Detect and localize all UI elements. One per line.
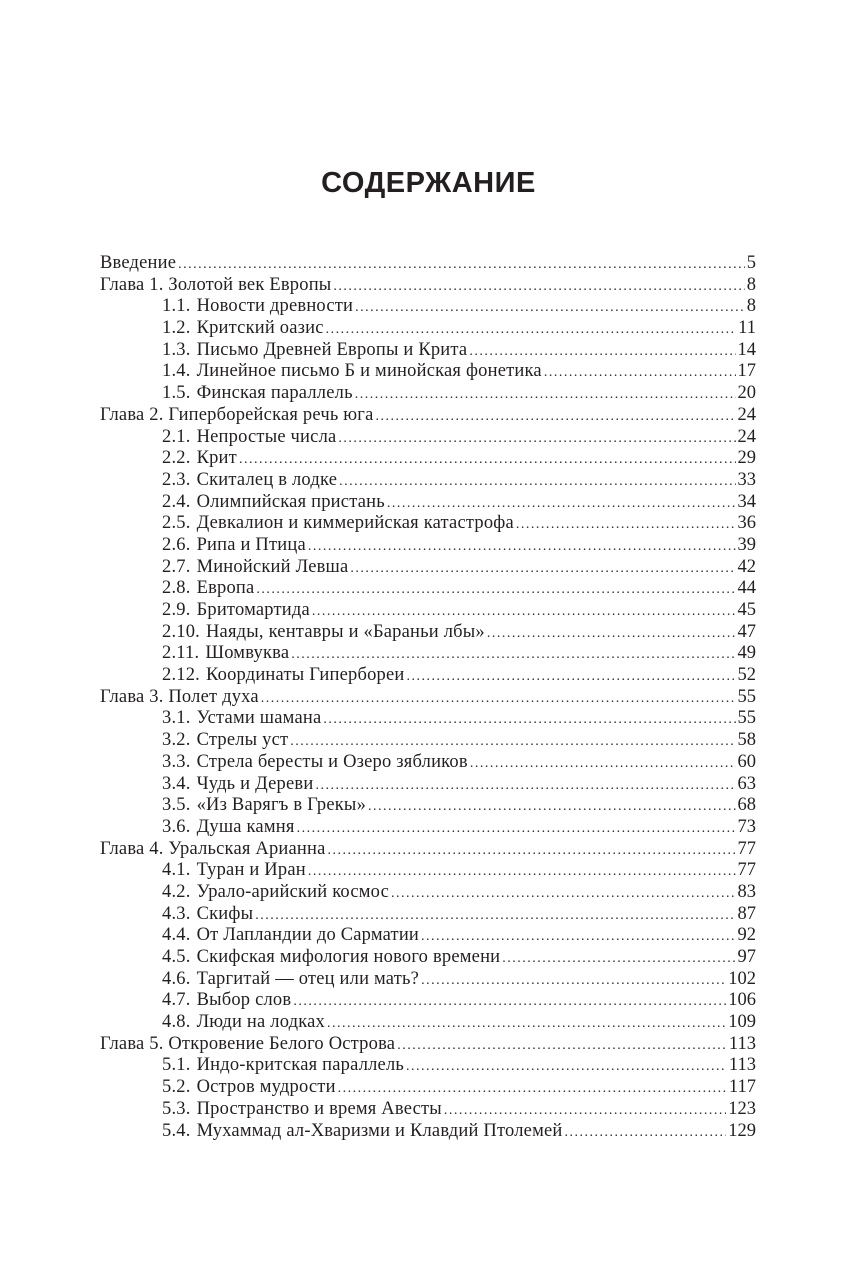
dot-leader (297, 818, 736, 840)
toc-entry-title (162, 600, 310, 622)
toc-page-number: 49 (737, 643, 756, 664)
toc-entry-text: Девкалион и киммерийская катастрофа (196, 513, 514, 534)
toc-page-number: 20 (737, 383, 756, 404)
toc-page-number: 106 (728, 990, 756, 1011)
toc-page-number: 68 (737, 795, 756, 816)
toc-entry-title (162, 578, 254, 600)
toc-entry-title (162, 904, 253, 926)
toc-entry-title (162, 665, 405, 687)
toc-entry-text: Остров мудрости (196, 1077, 336, 1098)
dot-leader (261, 688, 736, 710)
toc-entry-title (162, 795, 366, 817)
dot-leader (290, 731, 735, 753)
toc-entry-title (162, 513, 514, 535)
toc-entry-title (162, 622, 485, 644)
toc-section-entry (100, 340, 756, 362)
toc-section-entry (100, 860, 756, 882)
toc-page-number: 87 (737, 903, 756, 924)
toc-section-entry (100, 361, 756, 383)
dot-leader (406, 1056, 727, 1078)
toc-section-entry (100, 1121, 756, 1143)
toc-entry-text: От Лапландии до Сарматии (196, 925, 420, 946)
table-of-contents (100, 253, 756, 1142)
toc-entry-title (162, 492, 385, 514)
toc-page-number: 17 (737, 361, 756, 382)
toc-entry-text: Глава 2. Гиперборейская речь юга (100, 404, 374, 425)
toc-section-entry (100, 752, 756, 774)
toc-section-entry (100, 557, 756, 579)
toc-page-number: 58 (737, 730, 756, 751)
toc-page-number: 14 (737, 339, 756, 360)
toc-section-entry (100, 513, 756, 535)
toc-page-number: 129 (728, 1120, 756, 1141)
toc-entry-number: 4.6. (162, 968, 191, 989)
toc-entry-text: Шомвуква (205, 643, 290, 664)
toc-page-number: 92 (737, 925, 756, 946)
toc-page-number: 77 (737, 860, 756, 881)
toc-section-entry (100, 427, 756, 449)
toc-entry-text: Координаты Гипербореи (206, 665, 405, 686)
toc-entry-number: 4.7. (162, 990, 191, 1011)
toc-entry-title (100, 1034, 395, 1056)
toc-page-number: 77 (737, 838, 756, 859)
dot-leader (544, 362, 736, 384)
toc-section-entry (100, 817, 756, 839)
dot-leader (350, 558, 735, 580)
toc-entry-title (162, 1121, 563, 1143)
dot-leader (368, 796, 735, 818)
toc-entry-number: 2.3. (162, 469, 191, 490)
toc-entry-title (162, 860, 306, 882)
toc-entry-text: Туран и Иран (196, 860, 306, 881)
dot-leader (178, 254, 745, 276)
toc-entry-text: Устами шамана (196, 708, 322, 729)
toc-entry-title (162, 557, 348, 579)
toc-entry-title (162, 643, 289, 665)
toc-entry-text: Глава 4. Уральская Арианна (100, 838, 326, 859)
toc-entry-title (162, 296, 353, 318)
toc-entry-number: 2.9. (162, 600, 191, 620)
dot-leader (421, 926, 735, 948)
toc-section-entry (100, 492, 756, 514)
toc-entry-text: Европа (196, 578, 255, 599)
dot-leader (387, 493, 736, 515)
dot-leader (469, 341, 735, 363)
toc-entry-title (100, 405, 374, 427)
toc-page-number: 45 (737, 600, 756, 620)
toc-entry-number: 2.7. (162, 556, 191, 577)
toc-entry-title (162, 817, 295, 839)
toc-entry-number: 5.3. (162, 1098, 191, 1119)
dot-leader (516, 514, 736, 536)
toc-section-entry (100, 730, 756, 752)
dot-leader (326, 319, 737, 341)
toc-entry-title (162, 427, 336, 449)
toc-section-entry (100, 470, 756, 492)
toc-section-entry (100, 600, 756, 622)
toc-page-number: 113 (728, 1033, 756, 1054)
toc-section-entry (100, 904, 756, 926)
toc-entry-number: 3.3. (162, 751, 191, 772)
toc-page-number: 44 (737, 578, 756, 599)
toc-entry-text: «Из Варягъ в Грекы» (196, 795, 367, 816)
dot-leader (391, 883, 736, 905)
toc-section-entry (100, 882, 756, 904)
toc-entry-number: 3.6. (162, 816, 191, 837)
toc-section-entry (100, 947, 756, 969)
toc-entry-number: 2.11. (162, 643, 200, 664)
toc-page-number: 24 (737, 404, 756, 425)
toc-entry-title (162, 448, 237, 470)
toc-entry-number: 2.1. (162, 426, 191, 447)
toc-entry-number: 5.2. (162, 1077, 191, 1098)
dot-leader (239, 449, 736, 471)
toc-entry-title (162, 1099, 442, 1121)
toc-entry-text: Бритомартида (196, 600, 310, 620)
toc-page-number: 55 (737, 708, 756, 729)
toc-entry-number: 2.8. (162, 578, 191, 599)
toc-page-number: 83 (737, 881, 756, 902)
toc-entry-number: 1.3. (162, 339, 191, 360)
toc-entry-number: 4.4. (162, 925, 191, 946)
toc-entry-text: Наяды, кентавры и «Бараньи лбы» (206, 621, 485, 642)
toc-entry-text: Рипа и Птица (196, 534, 306, 555)
toc-entry-text: Стрела бересты и Озеро зябликов (196, 751, 468, 772)
dot-leader (308, 536, 736, 558)
dot-leader (256, 579, 735, 601)
toc-entry-number: 2.2. (162, 448, 191, 469)
dot-leader (470, 753, 736, 775)
toc-entry-text: Олимпийская пристань (196, 491, 385, 512)
toc-entry-number: 2.4. (162, 491, 191, 512)
dot-leader (355, 297, 745, 319)
toc-entry-text: Урало-арийский космос (196, 881, 389, 902)
toc-entry-text: Финская параллель (196, 383, 353, 404)
toc-page-number: 8 (746, 274, 756, 295)
toc-chapter-entry (100, 275, 756, 297)
toc-entry-title (162, 990, 291, 1012)
toc-page-number: 73 (737, 816, 756, 837)
toc-entry-text: Стрелы уст (196, 730, 289, 751)
toc-page-number: 39 (737, 534, 756, 555)
toc-entry-title (162, 470, 337, 492)
toc-entry-text: Критский оазис (196, 318, 324, 339)
dot-leader (421, 970, 726, 992)
dot-leader (444, 1100, 726, 1122)
dot-leader (308, 861, 736, 883)
toc-chapter-entry (100, 687, 756, 709)
toc-entry-text: Скиталец в лодке (196, 469, 338, 490)
toc-section-entry (100, 383, 756, 405)
dot-leader (338, 428, 735, 450)
toc-entry-text: Глава 1. Золотой век Европы (100, 274, 332, 295)
toc-entry-title (100, 275, 331, 297)
dot-leader (333, 276, 744, 298)
toc-entry-text: Линейное письмо Б и минойская фонетика (196, 361, 542, 382)
toc-entry-title (162, 1055, 404, 1077)
dot-leader (291, 644, 735, 666)
toc-page-number: 11 (738, 318, 756, 339)
toc-section-entry (100, 708, 756, 730)
dot-leader (328, 840, 736, 862)
toc-section-entry (100, 1012, 756, 1034)
dot-leader (312, 601, 736, 623)
toc-entry-title (162, 1077, 336, 1099)
toc-section-entry (100, 795, 756, 817)
toc-entry-text: Скифская мифология нового времени (196, 947, 501, 967)
toc-page-number: 42 (737, 556, 756, 577)
toc-entry-text: Мухаммад ал-Хваризми и Клавдий Птолемей (196, 1120, 563, 1141)
toc-entry-number: 3.4. (162, 773, 191, 794)
toc-section-entry (100, 990, 756, 1012)
toc-entry-title (162, 969, 419, 991)
toc-entry-title (162, 925, 419, 947)
toc-entry-text: Введение (100, 253, 177, 273)
toc-page-number: 52 (737, 665, 756, 686)
toc-page-number: 63 (737, 773, 756, 794)
toc-entry-title (100, 253, 176, 275)
toc-page-number: 113 (728, 1055, 756, 1076)
toc-chapter-entry (100, 1034, 756, 1056)
toc-entry-text: Непростые числа (196, 426, 337, 447)
dot-leader (293, 991, 726, 1013)
page-title: СОДЕРЖАНИЕ (321, 167, 536, 200)
toc-entry-text: Глава 3. Полет духа (100, 686, 259, 707)
toc-section-entry (100, 969, 756, 991)
toc-entry-number: 1.2. (162, 318, 191, 339)
toc-page-number: 123 (728, 1098, 756, 1119)
toc-entry-title (100, 839, 326, 861)
toc-page-number: 109 (728, 1012, 756, 1033)
dot-leader (487, 623, 736, 645)
toc-section-entry (100, 622, 756, 644)
dot-leader (323, 709, 735, 731)
toc-entry-number: 2.6. (162, 534, 191, 555)
toc-section-entry (100, 774, 756, 796)
toc-entry-number: 2.10. (162, 621, 200, 642)
dot-leader (376, 406, 736, 428)
toc-entry-title (162, 340, 467, 362)
dot-leader (338, 1078, 727, 1100)
toc-entry-title (162, 318, 324, 340)
dot-leader (407, 666, 736, 688)
toc-page-number: 24 (737, 426, 756, 447)
toc-entry-title (162, 774, 313, 796)
toc-page-number: 47 (737, 621, 756, 642)
toc-entry-text: Минойский Левша (196, 556, 349, 577)
toc-section-entry (100, 925, 756, 947)
toc-section-entry (100, 318, 756, 340)
toc-entry-title (162, 535, 306, 557)
toc-entry-number: 1.5. (162, 383, 191, 404)
toc-page-number: 29 (737, 448, 756, 469)
toc-entry-title (162, 882, 389, 904)
dot-leader (255, 905, 735, 927)
toc-section-entry (100, 1055, 756, 1077)
toc-entry-text: Письмо Древней Европы и Крита (196, 339, 468, 360)
toc-entry-text: Глава 5. Откровение Белого Острова (100, 1033, 396, 1054)
toc-entry-title (162, 947, 500, 969)
toc-page-number: 60 (737, 751, 756, 772)
toc-page-number: 8 (746, 296, 756, 317)
toc-page-number: 5 (746, 253, 756, 273)
toc-entry-title (162, 708, 321, 730)
toc-entry-number: 1.1. (162, 296, 191, 317)
toc-entry-number: 2.12. (162, 665, 200, 686)
dot-leader (327, 1013, 726, 1035)
toc-entry-title (162, 361, 542, 383)
toc-entry-title (162, 730, 288, 752)
dot-leader (315, 775, 735, 797)
toc-entry-number: 1.4. (162, 361, 191, 382)
toc-section-entry (100, 448, 756, 470)
toc-entry-title (162, 752, 468, 774)
toc-entry-number: 3.2. (162, 730, 191, 751)
toc-entry-number: 5.1. (162, 1055, 191, 1076)
toc-section-entry (100, 296, 756, 318)
toc-entry-title (100, 687, 259, 709)
toc-page-number: 97 (737, 947, 756, 967)
toc-page-number: 34 (737, 491, 756, 512)
toc-entry-number: 3.1. (162, 708, 191, 729)
toc-entry-text: Люди на лодках (196, 1012, 325, 1033)
toc-entry-text: Душа камня (196, 816, 295, 837)
toc-page-number: 36 (737, 513, 756, 534)
dot-leader (502, 948, 735, 970)
toc-entry-text: Пространство и время Авесты (196, 1098, 442, 1119)
toc-section-entry (100, 535, 756, 557)
toc-chapter-entry (100, 405, 756, 427)
toc-entry-title (162, 1012, 325, 1034)
toc-entry-number: 4.3. (162, 903, 191, 924)
toc-entry-number: 4.2. (162, 881, 191, 902)
toc-entry-text: Выбор слов (196, 990, 292, 1011)
toc-page-number: 33 (737, 469, 756, 490)
toc-entry-number: 5.4. (162, 1120, 191, 1141)
toc-entry-text: Скифы (196, 903, 254, 924)
toc-entry-number: 4.5. (162, 947, 191, 967)
toc-section-entry (100, 643, 756, 665)
dot-leader (397, 1035, 727, 1057)
toc-entry-title (162, 383, 353, 405)
toc-section-entry (100, 665, 756, 687)
toc-section-entry (100, 1077, 756, 1099)
dot-leader (355, 384, 736, 406)
dot-leader (339, 471, 735, 493)
toc-chapter-entry (100, 839, 756, 861)
toc-page-number: 102 (728, 968, 756, 989)
toc-entry-text: Таргитай — отец или мать? (196, 968, 420, 989)
toc-entry-number: 3.5. (162, 795, 191, 816)
toc-entry-text: Новости древности (196, 296, 354, 317)
toc-section-entry (100, 1099, 756, 1121)
toc-entry-text: Крит (196, 448, 237, 469)
dot-leader (565, 1122, 727, 1144)
toc-section-entry (100, 578, 756, 600)
toc-entry-number: 2.5. (162, 513, 191, 534)
toc-entry-number: 4.1. (162, 860, 191, 881)
toc-chapter-entry (100, 253, 756, 275)
toc-page-number: 117 (728, 1077, 756, 1098)
toc-page-number: 55 (737, 686, 756, 707)
toc-entry-text: Индо-критская параллель (196, 1055, 405, 1076)
toc-entry-number: 4.8. (162, 1012, 191, 1033)
toc-entry-text: Чудь и Дереви (196, 773, 314, 794)
